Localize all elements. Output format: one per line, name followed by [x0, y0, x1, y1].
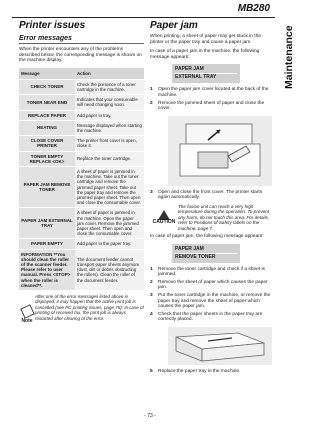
right-column	[150, 20, 275, 378]
error-message-table	[19, 68, 144, 291]
step-number: 1	[150, 87, 153, 93]
note-block	[19, 294, 144, 324]
steps-list-4	[150, 369, 275, 375]
table-row	[19, 136, 144, 151]
lcd-line: PAPER JAM	[175, 246, 237, 254]
message-cell: INFORMATION **You should clean the roller of the scanner feeder. Please refer to user manual. Press <STOP> when the roller is cleaned**.	[19, 249, 75, 290]
note-label: Note	[21, 318, 33, 325]
lcd-message-remove-toner	[172, 244, 240, 263]
list-item	[150, 312, 275, 323]
step-number: 2	[150, 100, 153, 106]
table-row	[19, 95, 144, 110]
lcd-message-external-tray	[172, 64, 240, 83]
section-title-paper-jam: Paper jam	[150, 20, 198, 31]
paper-jam-intro-1: When printing, a sheet of paper may get stuck in the printer or the paper tray and cause a paper jam.	[150, 34, 261, 45]
printer-back-illustration	[168, 116, 272, 186]
paper-tray-illustration-icon	[168, 327, 272, 365]
steps-list-2	[150, 190, 275, 201]
list-item	[150, 101, 275, 112]
step-number: 3	[150, 292, 153, 298]
step-number: 4	[150, 311, 153, 317]
step-number: 2	[150, 279, 153, 285]
list-item	[150, 280, 275, 291]
message-cell: PAPER JAM REMOVE TONER	[19, 167, 75, 208]
action-cell: Replace the toner cartridge.	[75, 151, 144, 166]
action-cell: Message displayed when starting the machine.	[75, 120, 144, 135]
page-number: - 73 -	[144, 413, 156, 419]
table-row	[19, 208, 144, 239]
paper-tray-illustration	[168, 327, 272, 365]
table-row	[19, 151, 144, 166]
error-intro: When the printer encounters any of the problems described below, the corresponding message is shown on the machine display.	[19, 47, 142, 64]
table-row	[19, 249, 144, 290]
step-text: Replace the paper tray in the machine.	[158, 368, 241, 374]
action-cell: The printer front cover is open, close it.	[75, 136, 144, 151]
step-text: Remove the toner cartridge and check if a sheet is jammed.	[158, 266, 265, 278]
note-icon	[19, 294, 35, 324]
action-cell: A sheet of paper is jammed in the machine. Open the paper jam cover. Remove the jammed paper sheet. Then open and close the consumable cover.	[75, 208, 144, 239]
message-cell: CHECK TONER	[19, 79, 75, 94]
lcd-line: EXTERNAL TRAY	[175, 74, 217, 81]
table-header-message: Message	[19, 68, 75, 80]
step-number: 5	[150, 368, 153, 374]
step-number: 1	[150, 266, 153, 272]
step-text: Check that the paper sheets in the paper tray are correctly placed.	[158, 311, 263, 323]
action-cell: Indicates that your consumable will need changing soon.	[75, 95, 144, 110]
message-cell: HEATING	[19, 120, 75, 135]
step-text: Put the toner cartridge in the machine, or remove the paper tray and remove the sheet of paper which causes the paper jam.	[158, 292, 271, 310]
list-item	[150, 267, 275, 278]
header-rule	[12, 17, 275, 18]
table-row	[19, 120, 144, 135]
table-row	[19, 167, 144, 208]
left-column	[19, 20, 144, 324]
note-text: After one of the error messages listed above is displayed, it may happen that the active print job is cancelled (see PC printing issues, page 75). In case of printing of received fax, the print job is always restarted after clearing of the error.	[35, 294, 144, 321]
action-cell: Add paper in tray.	[75, 110, 144, 120]
steps-list-1	[150, 87, 275, 111]
section-title-printer-issues: Printer issues	[19, 20, 86, 31]
lcd-line: PAPER JAM	[175, 66, 237, 74]
message-cell: PAPER EMPTY	[19, 239, 75, 249]
lcd-line: REMOVE TONER	[175, 253, 216, 260]
caution-text: The fusion unit can reach a very high temperature during the operation. To prevent any harm, do not touch this area. For details, refer to Positions of Safety labels on the machine, page 7.	[178, 203, 270, 231]
message-cell: TONER EMPTY REPLACE <OK>	[19, 151, 75, 166]
subsection-title-error-messages: Error messages	[19, 35, 144, 44]
message-cell: REPLACE PAPER	[19, 110, 75, 120]
step-text: Remove the sheet of paper which causes the paper jam.	[158, 279, 268, 291]
paper-jam-intro-2: In case of a paper jam in the machine, the following message appears:	[150, 49, 260, 60]
caution-block	[150, 204, 275, 231]
table-row	[19, 239, 144, 249]
table-header-action: Action	[75, 68, 144, 80]
caution-label: CAUTION	[152, 218, 176, 225]
pencil-icon	[20, 304, 35, 319]
model-header: MB280	[237, 3, 270, 14]
step-number: 3	[150, 189, 153, 195]
list-item	[150, 190, 275, 201]
step-text: Remove the jammed sheet of paper and close the cover.	[158, 100, 265, 112]
list-item	[150, 293, 275, 310]
action-cell: Add paper in the paper tray.	[75, 239, 144, 249]
steps-list-3	[150, 267, 275, 323]
list-item	[150, 87, 275, 98]
caution-icon-wrap	[150, 204, 178, 231]
action-cell: A sheet of paper is jammed in the machine. Take out the toner cartridge and remove the jammed paper sheet. Take out the paper tray and remove the jammed paper sheet. Then open and close the consumable cover.	[75, 167, 144, 208]
table-row	[19, 110, 144, 120]
list-item	[150, 369, 275, 375]
step-text: Open and close the front cover. The printer starts again automatically.	[158, 189, 263, 201]
side-tab-maintenance: Maintenance	[283, 25, 295, 89]
action-cell: The document feeder cannot transport paper sheets anymore (dust, dirt or debris obstructing the rollers). Clean the roller of the document feeder.	[75, 249, 144, 290]
message-cell: CLOSE COVER PRINTER	[19, 136, 75, 151]
printer-illustration-icon	[168, 116, 272, 186]
paper-jam-intro-3: In case of paper jam, the following message appears:	[150, 233, 264, 239]
action-cell: Check the presence of a toner cartridge in the machine.	[75, 79, 144, 94]
step-text: Open the paper jam cover located at the back of the machine.	[158, 87, 269, 98]
message-cell: PAPER JAM EXTERNAL TRAY	[19, 208, 75, 239]
message-cell: TONER NEAR END	[19, 95, 75, 110]
table-row	[19, 79, 144, 94]
